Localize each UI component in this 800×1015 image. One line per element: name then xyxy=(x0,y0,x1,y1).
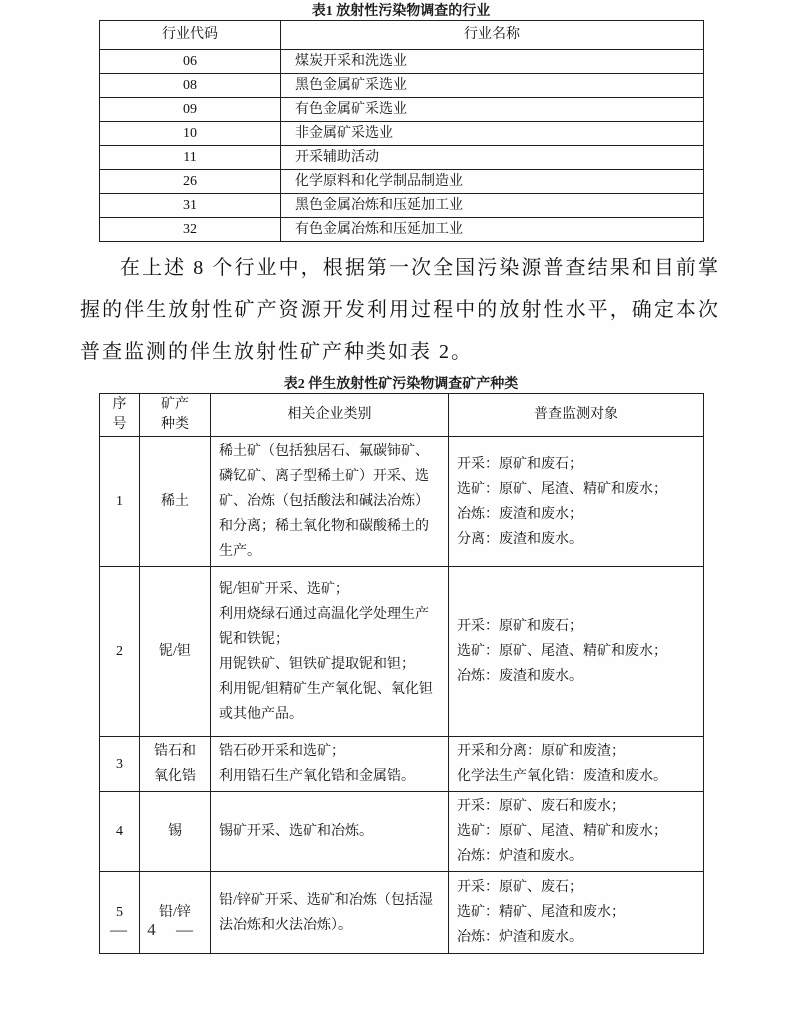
enterprise-line: 用铌铁矿、钽铁矿提取铌和钽； xyxy=(219,656,415,672)
table-row xyxy=(100,74,704,98)
enterprise-category xyxy=(211,437,449,567)
table-row xyxy=(100,737,704,792)
monitor-line: 冶炼：炉渣和废水。 xyxy=(457,849,583,864)
industry-code: 10 xyxy=(100,122,281,146)
table2-caption: 表2 伴生放射性矿污染物调查矿产种类 xyxy=(283,377,519,392)
industry-code: 08 xyxy=(100,74,281,98)
monitor-line: 冶炼：废渣和废水。 xyxy=(457,669,583,684)
monitor-line: 分离：废渣和废水。 xyxy=(457,531,583,547)
industry-name: 开采辅助活动 xyxy=(281,146,704,170)
monitor-target xyxy=(449,567,704,737)
table-row xyxy=(100,218,704,242)
table2-header-row xyxy=(100,394,704,437)
industry-name-header: 行业名称 xyxy=(281,21,704,50)
monitor-line: 开采：原矿和废石； xyxy=(457,619,583,634)
industry-name: 黑色金属冶炼和压延加工业 xyxy=(281,194,704,218)
enterprise-category xyxy=(211,737,449,792)
page-number: — 4 — xyxy=(110,920,195,939)
table-row xyxy=(100,122,704,146)
table-row xyxy=(100,872,704,954)
body-paragraph: 在上述 8 个行业中，根据第一次全国污染源普查结果和目前掌握的伴生放射性矿产资源开发利用过程中的放射性水平，确定本次普查监测的伴生放射性矿产种类如表 2。 xyxy=(80,257,720,363)
industry-name: 非金属矿采选业 xyxy=(281,122,704,146)
mineral-type: 锆石和氧化锆 xyxy=(140,737,211,792)
enterprise-category-header: 相关企业类别 xyxy=(211,394,449,437)
serial-number: 3 xyxy=(100,737,140,792)
mineral-survey-table xyxy=(99,393,704,954)
enterprise-line: 锆石砂开采和选矿； xyxy=(219,744,345,759)
enterprise-line: 稀土矿（包括独居石、氟碳铈矿、磷钇矿、离子型稀土矿）开采、选矿、冶炼（包括酸法和碱法冶炼）和分离；稀土氧化物和碳酸稀土的生产。 xyxy=(219,444,429,559)
enterprise-category xyxy=(211,872,449,954)
industry-name: 有色金属矿采选业 xyxy=(281,98,704,122)
monitor-line: 选矿：精矿、尾渣和废水； xyxy=(457,905,625,920)
industry-name: 煤炭开采和洗选业 xyxy=(281,50,704,74)
monitor-target-header: 普查监测对象 xyxy=(449,394,704,437)
industry-code: 32 xyxy=(100,218,281,242)
table-row xyxy=(100,170,704,194)
industry-code: 26 xyxy=(100,170,281,194)
mineral-type-header: 矿产种类 xyxy=(140,394,211,437)
monitor-line: 开采：原矿、废石； xyxy=(457,880,583,895)
table-row xyxy=(100,98,704,122)
enterprise-line: 锡矿开采、选矿和冶炼。 xyxy=(219,824,373,839)
table-row xyxy=(100,50,704,74)
serial-number: 2 xyxy=(100,567,140,737)
monitor-line: 开采和分离：原矿和废渣； xyxy=(457,744,625,759)
industry-code: 09 xyxy=(100,98,281,122)
serial-number: 1 xyxy=(100,437,140,567)
monitor-line: 冶炼：废渣和废水； xyxy=(457,506,583,522)
enterprise-category xyxy=(211,567,449,737)
enterprise-line: 利用锆石生产氧化锆和金属锆。 xyxy=(219,769,415,784)
mineral-type: 稀土 xyxy=(140,437,211,567)
industry-code: 11 xyxy=(100,146,281,170)
industry-code: 31 xyxy=(100,194,281,218)
serial-number: 4 xyxy=(100,792,140,872)
mineral-type: 铌/钽 xyxy=(140,567,211,737)
mineral-type: 锡 xyxy=(140,792,211,872)
monitor-line: 选矿：原矿、尾渣、精矿和废水； xyxy=(457,481,667,497)
monitor-target xyxy=(449,792,704,872)
monitor-target xyxy=(449,437,704,567)
mineral-type: 铅/锌 xyxy=(140,872,211,954)
enterprise-line: 铌/钽矿开采、选矿； xyxy=(219,581,349,597)
page-content xyxy=(80,0,720,954)
table-row xyxy=(100,437,704,567)
enterprise-line: 利用烧绿石通过高温化学处理生产铌和铁铌； xyxy=(219,606,429,647)
monitor-line: 化学法生产氧化锆：废渣和废水。 xyxy=(457,769,667,784)
industry-code-header: 行业代码 xyxy=(100,21,281,50)
industry-name: 黑色金属矿采选业 xyxy=(281,74,704,98)
monitor-line: 选矿：原矿、尾渣、精矿和废水； xyxy=(457,644,667,659)
enterprise-line: 铅/锌矿开采、选矿和冶炼（包括湿法冶炼和火法冶炼）。 xyxy=(219,892,433,933)
industry-name: 有色金属冶炼和压延加工业 xyxy=(281,218,704,242)
table-row xyxy=(100,194,704,218)
monitor-line: 开采：原矿、废石和废水； xyxy=(457,799,625,814)
enterprise-line: 利用铌/钽精矿生产氧化铌、氧化钽或其他产品。 xyxy=(219,681,433,722)
table1-caption: 表1 放射性污染物调查的行业 xyxy=(311,4,491,19)
industry-table xyxy=(99,20,704,242)
monitor-target xyxy=(449,737,704,792)
table-row xyxy=(100,792,704,872)
serial-number: 5 xyxy=(100,872,140,954)
table-row xyxy=(100,146,704,170)
industry-name: 化学原料和化学制品制造业 xyxy=(281,170,704,194)
table1-header-row xyxy=(100,21,704,50)
serial-number-header: 序号 xyxy=(100,394,140,437)
monitor-line: 选矿：原矿、尾渣、精矿和废水； xyxy=(457,824,667,839)
enterprise-category xyxy=(211,792,449,872)
industry-code: 06 xyxy=(100,50,281,74)
table-row xyxy=(100,567,704,737)
monitor-target xyxy=(449,872,704,954)
monitor-line: 冶炼：炉渣和废水。 xyxy=(457,930,583,945)
monitor-line: 开采：原矿和废石； xyxy=(457,456,583,472)
